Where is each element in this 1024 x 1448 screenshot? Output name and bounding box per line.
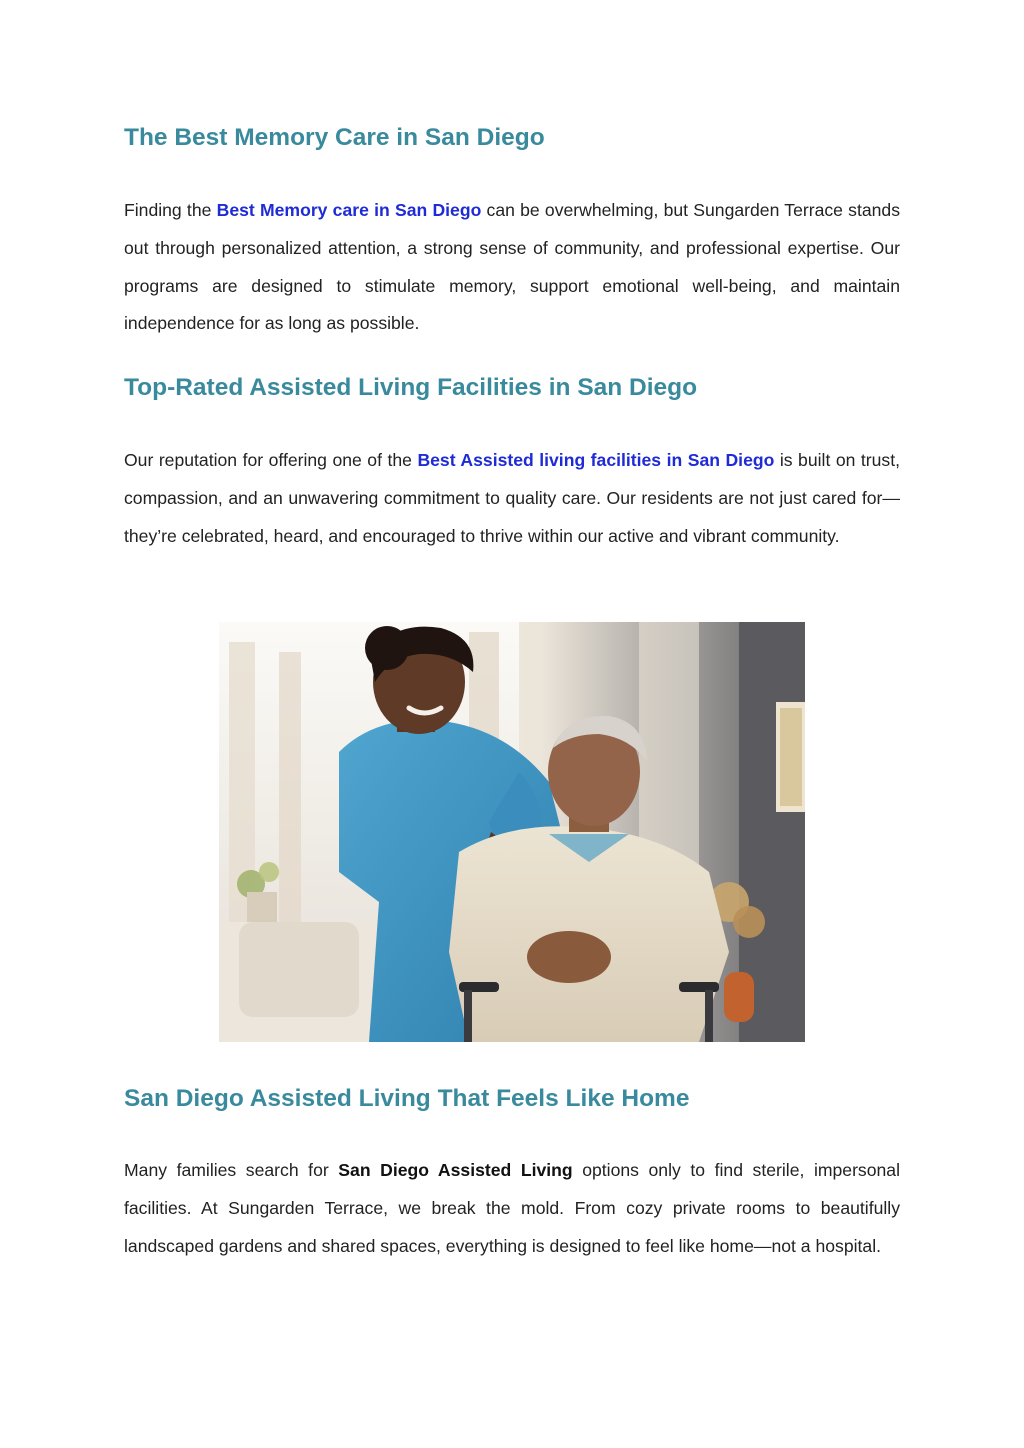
link-best-memory-care[interactable]: Best Memory care in San Diego [216,200,482,220]
paragraph-memory-care [124,192,900,343]
paragraph-text: options only to find sterile, impersonal facilities. At Sungarden Terrace, we break the mold. From cozy private rooms to beautifully landscaped gardens and shared spaces, everything is designed to feel like home—not a hospital. [124,1160,900,1256]
paragraph-assisted-living-facilities [124,442,900,555]
paragraph-text: Finding the [124,200,217,220]
link-best-assisted-living[interactable]: Best Assisted living facilities in San Diego [417,450,775,470]
caregiver-photo [219,622,805,1042]
heading-assisted-living-facilities: Top-Rated Assisted Living Facilities in San Diego [124,374,698,401]
bold-keyword: San Diego Assisted Living [338,1160,573,1180]
paragraph-text: can be overwhelming, but Sungarden Terrace stands out through personalized attention, a strong sense of community, and professional expertise. Our programs are designed to stimulate memory, support emotional well-being, and maintain independence for as long as possible. [124,200,900,334]
paragraph-text: Many families search for [124,1160,339,1180]
heading-memory-care: The Best Memory Care in San Diego [124,124,545,151]
heading-feels-like-home: San Diego Assisted Living That Feels Like Home [124,1085,690,1112]
paragraph-text: Our reputation for offering one of the [124,450,418,470]
paragraph-feels-like-home [124,1152,900,1265]
paragraph-text: is built on trust, compassion, and an unwavering commitment to quality care. Our residents are not just cared for—they’re celebrated, heard, and encouraged to thrive within our active and vibrant community. [124,450,900,546]
